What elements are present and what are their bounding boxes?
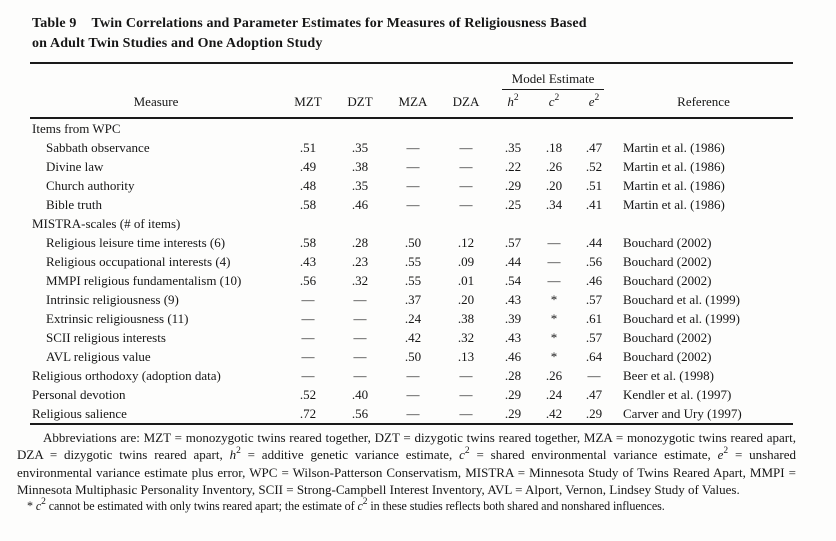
value-cell: .46 [585,272,603,288]
reference-cell: Bouchard (2002) [623,348,712,364]
value-cell: .56 [585,253,603,269]
value-cell: .49 [299,158,317,174]
value-cell: — [301,348,315,364]
value-cell: — [353,329,367,345]
value-cell: .46 [504,348,522,364]
value-cell: .56 [299,272,317,288]
value-cell: .29 [504,386,522,402]
value-cell: .57 [585,291,603,307]
value-cell: — [406,158,420,174]
asterisk-note: * $c^2$ cannot be estimated with only twins reared apart; the estimate of $c^2$ in these studies reflects both shared and nonshared influences. [27,497,665,514]
value-cell: .43 [504,291,522,307]
value-cell: .32 [457,329,475,345]
value-cell: .28 [504,367,522,383]
value-cell: — [406,177,420,193]
value-cell: .28 [351,234,369,250]
measure-row [30,309,793,328]
value-cell: — [353,291,367,307]
value-cell: .55 [404,253,422,269]
value-cell: .42 [545,405,563,421]
value-cell: .57 [504,234,522,250]
table-title-line-2: on Adult Twin Studies and One Adoption Study [32,35,323,51]
section-row [30,214,793,233]
measure-cell: Religious salience [32,405,127,421]
value-cell: * [550,310,558,326]
value-cell: .42 [404,329,422,345]
value-cell: .37 [404,291,422,307]
value-cell: — [459,386,473,402]
value-cell: .48 [299,177,317,193]
value-cell: .64 [585,348,603,364]
value-cell: .51 [299,139,317,155]
table-caption [32,14,752,53]
reference-cell: Kendler et al. (1997) [623,386,732,402]
measure-cell: SCII religious interests [46,329,166,345]
measure-cell: Sabbath observance [46,139,150,155]
measure-cell: Intrinsic religiousness (9) [46,291,179,307]
value-cell: — [459,367,473,383]
value-cell: — [406,386,420,402]
value-cell: — [406,367,420,383]
value-cell: .25 [504,196,522,212]
value-cell: .23 [351,253,369,269]
value-cell: .54 [504,272,522,288]
table-header [30,63,793,118]
measure-cell: Bible truth [46,196,102,212]
value-cell: — [301,291,315,307]
value-cell: .13 [457,348,475,364]
value-cell: — [547,272,561,288]
value-cell: * [550,348,558,364]
value-cell: — [547,234,561,250]
measure-cell: AVL religious value [46,348,151,364]
value-cell: .39 [504,310,522,326]
value-cell: .29 [504,405,522,421]
value-cell: — [459,196,473,212]
section-label: MISTRA-scales (# of items) [32,215,181,231]
column-header-dzt: DZT [334,90,386,118]
value-cell: .18 [545,139,563,155]
religiousness-table [30,62,793,425]
value-cell: .20 [457,291,475,307]
table-title-line-1: Twin Correlations and Parameter Estimates for Measures of Religiousness Based [91,16,587,31]
measure-row [30,195,793,214]
value-cell: .01 [457,272,475,288]
column-header-row [30,90,793,118]
measure-row [30,176,793,195]
reference-cell: Bouchard et al. (1999) [623,291,740,307]
value-cell: .50 [404,348,422,364]
value-cell: .26 [545,367,563,383]
measure-cell: MMPI religious fundamentalism (10) [46,272,242,288]
value-cell: .35 [351,177,369,193]
value-cell: .51 [585,177,603,193]
value-cell: .50 [404,234,422,250]
table-body [30,118,793,424]
value-cell: .40 [351,386,369,402]
value-cell: * [550,291,558,307]
measure-cell: Divine law [46,158,104,174]
table-number: Table 9 [32,16,77,31]
measure-row [30,347,793,366]
value-cell: .26 [545,158,563,174]
value-cell: .35 [351,139,369,155]
value-cell: .47 [585,386,603,402]
value-cell: .41 [585,196,603,212]
value-cell: .22 [504,158,522,174]
spanner-spacer-right [614,63,793,90]
value-cell: .52 [585,158,603,174]
value-cell: — [406,196,420,212]
value-cell: — [547,253,561,269]
measure-row [30,271,793,290]
column-header-reference: Reference [614,90,793,118]
measure-row [30,366,793,385]
measure-row [30,404,793,424]
section-row [30,118,793,138]
measure-row [30,328,793,347]
reference-cell: Martin et al. (1986) [623,158,725,174]
measure-cell: Church authority [46,177,135,193]
value-cell: — [459,139,473,155]
spanner-row [30,63,793,90]
reference-cell: Bouchard (2002) [623,234,712,250]
measure-row [30,138,793,157]
section-label: Items from WPC [32,120,121,136]
reference-cell: Martin et al. (1986) [623,196,725,212]
abbreviations-note: Abbreviations are: MZT = monozygotic twins reared together, DZT = dizygotic twins reared together, MZA = monozygotic twins reared apart, DZA = dizygotic twins reared apart, $h^2$ = additive genetic variance estimate, $c^2$ = shared environmental variance estimate, $e^2$ = unshared environmental variance estimate plus error, WPC = Wilson-Patterson Conservatism, MISTRA = Minnesota Study of Twins Reared Apart, MMPI = Minnesota Multiphasic Personality Inventory, SCII = Strong-Campbell Interest Inventory, AVL = Alport, Vernon, Lindsey Study of Values. [17,430,797,497]
value-cell: .58 [299,196,317,212]
column-header-c2: $c^2$ [534,90,574,118]
value-cell: .35 [504,139,522,155]
measure-cell: Religious leisure time interests (6) [46,234,226,250]
value-cell: .38 [351,158,369,174]
column-header-measure: Measure [30,90,282,118]
column-header-e2: $e^2$ [574,90,614,118]
value-cell: .24 [404,310,422,326]
value-cell: .46 [351,196,369,212]
reference-cell: Martin et al. (1986) [623,177,725,193]
column-header-mzt: MZT [282,90,334,118]
value-cell: — [301,367,315,383]
measure-cell: Extrinsic religiousness (11) [46,310,189,326]
reference-cell: Martin et al. (1986) [623,139,725,155]
value-cell: .38 [457,310,475,326]
value-cell: .32 [351,272,369,288]
value-cell: .34 [545,196,563,212]
measure-cell: Religious orthodoxy (adoption data) [32,367,221,383]
model-estimate-spanner [492,63,614,90]
reference-cell: Bouchard (2002) [623,253,712,269]
value-cell: .52 [299,386,317,402]
reference-cell: Bouchard (2002) [623,272,712,288]
value-cell: .57 [585,329,603,345]
value-cell: .56 [351,405,369,421]
measure-cell: Religious occupational interests (4) [46,253,231,269]
value-cell: .44 [504,253,522,269]
value-cell: — [406,139,420,155]
value-cell: .47 [585,139,603,155]
value-cell: — [459,405,473,421]
reference-cell: Bouchard et al. (1999) [623,310,740,326]
reference-cell: Carver and Ury (1997) [623,405,742,421]
value-cell: .58 [299,234,317,250]
measure-cell: Personal devotion [32,386,126,402]
model-estimate-label: Model Estimate [502,71,604,90]
value-cell: .29 [504,177,522,193]
measure-row [30,385,793,404]
spanner-spacer-left [30,63,492,90]
value-cell: — [459,158,473,174]
value-cell: .29 [585,405,603,421]
value-cell: — [301,310,315,326]
value-cell: — [301,329,315,345]
measure-row [30,290,793,309]
value-cell: .24 [545,386,563,402]
value-cell: .44 [585,234,603,250]
column-header-dza: DZA [440,90,492,118]
value-cell: — [459,177,473,193]
value-cell: .72 [299,405,317,421]
value-cell: .43 [299,253,317,269]
value-cell: — [353,367,367,383]
value-cell: .55 [404,272,422,288]
reference-cell: Beer et al. (1998) [623,367,714,383]
measure-row [30,157,793,176]
measure-row [30,233,793,252]
value-cell: — [406,405,420,421]
value-cell: .12 [457,234,475,250]
value-cell: .20 [545,177,563,193]
value-cell: — [587,367,601,383]
reference-cell: Bouchard (2002) [623,329,712,345]
measure-row [30,252,793,271]
value-cell: .43 [504,329,522,345]
value-cell: — [353,348,367,364]
value-cell: * [550,329,558,345]
table-footnotes [17,429,796,515]
value-cell: .61 [585,310,603,326]
value-cell: .09 [457,253,475,269]
column-header-mza: MZA [386,90,440,118]
column-header-h2: $h^2$ [492,90,534,118]
value-cell: — [353,310,367,326]
